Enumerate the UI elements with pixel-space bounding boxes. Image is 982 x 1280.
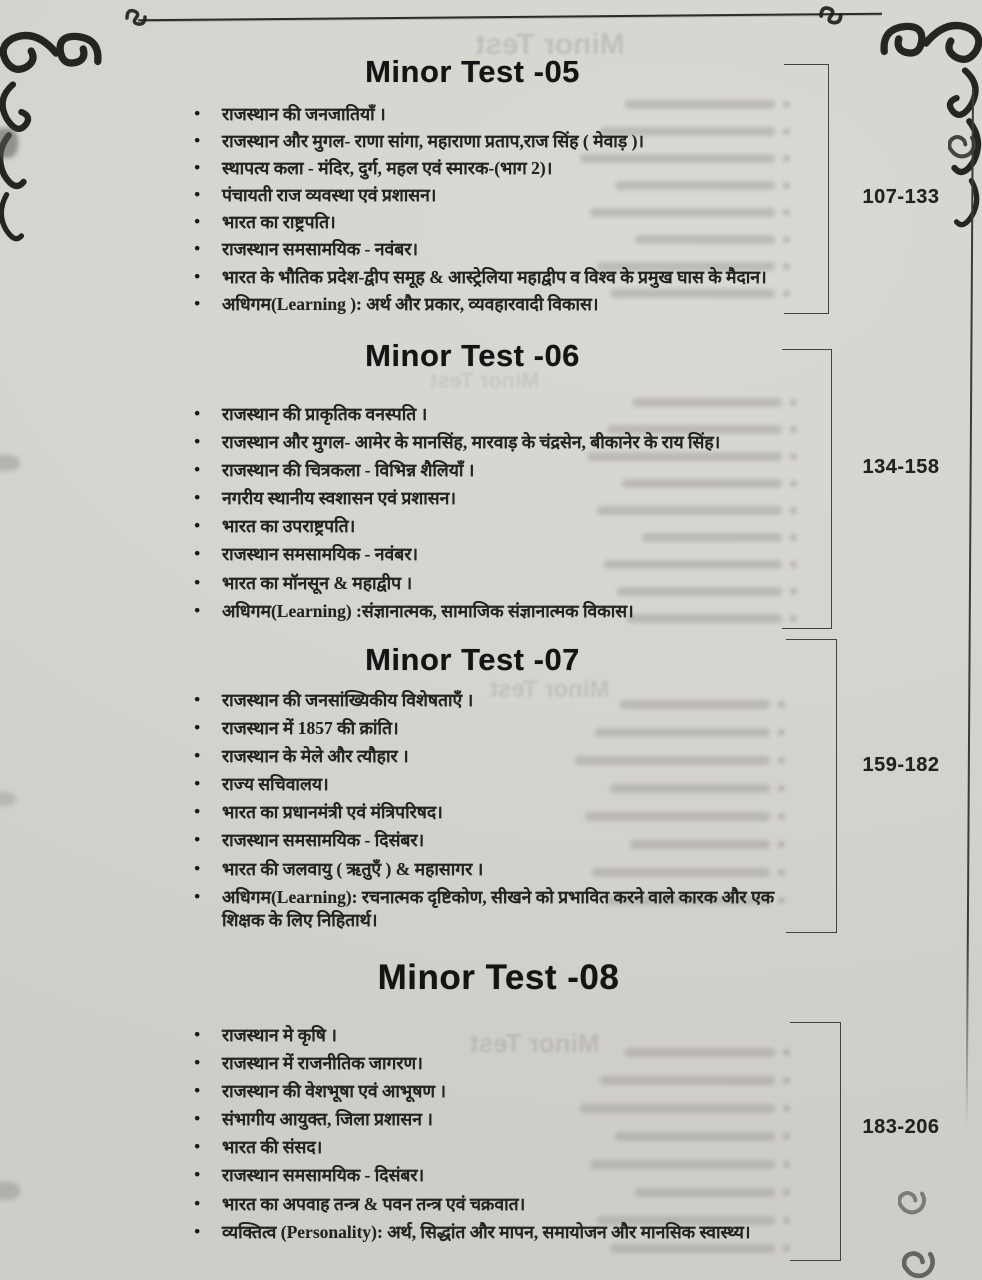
bullet-icon: ● <box>194 1085 201 1097</box>
topic-item <box>192 801 795 824</box>
topic-item <box>192 1164 795 1187</box>
bullet-icon: ● <box>194 576 201 588</box>
top-border-rule <box>138 13 882 21</box>
bullet-icon: ● <box>194 834 201 846</box>
topic-text: नगरीय स्थानीय स्वशासन एवं प्रशासन। <box>222 488 456 509</box>
bullet-icon: ● <box>194 806 201 818</box>
section-bracket <box>782 349 832 629</box>
corner-flourish-icon <box>878 16 982 64</box>
topic-item <box>192 293 795 316</box>
edge-mark <box>0 455 20 471</box>
edge-mark <box>0 1182 20 1200</box>
topic-text: भारत का उपराष्ट्रपति। <box>222 516 356 537</box>
topic-item <box>192 266 795 289</box>
topic-text: राजस्थान की वेशभूषा एवं आभूषण । <box>222 1081 446 1102</box>
topic-item <box>192 773 795 796</box>
test-section <box>150 958 795 1249</box>
bullet-icon: ● <box>194 216 201 228</box>
topic-text: व्यक्तित्व (Personality): अर्थ, सिद्धांत और मापन, समायोजन और मानसिक स्वास्थ्य। <box>222 1221 751 1242</box>
border-scroll-icon <box>902 1248 940 1280</box>
topic-item <box>192 745 795 768</box>
bullet-icon: ● <box>194 694 201 705</box>
bleed-through-heading: Minor Test <box>475 28 625 61</box>
topic-item <box>192 572 795 595</box>
topic-text: राजस्थान समसामयिक - दिसंबर। <box>222 1165 425 1186</box>
section-title: Minor Test -08 <box>377 958 620 997</box>
topic-item <box>192 459 795 482</box>
topic-item <box>192 238 795 261</box>
topic-text: अधिगम(Learning ): अर्थ और प्रकार, व्यवहारवादी विकास। <box>222 293 599 314</box>
bullet-icon: ● <box>194 750 201 762</box>
topic-text: राज्य सचिवालय। <box>222 774 329 795</box>
bleed-through-heading: Minor Test <box>430 368 540 393</box>
topic-item <box>192 1221 795 1244</box>
bullet-icon: ● <box>194 189 201 201</box>
topic-list <box>150 403 795 623</box>
topic-text: राजस्थान समसामयिक - नवंबर। <box>222 239 418 260</box>
rule-end-ornament-icon <box>124 6 150 30</box>
corner-flourish-icon <box>0 26 104 74</box>
topic-item <box>192 858 795 881</box>
topic-list <box>150 1024 795 1244</box>
topic-item <box>192 543 795 566</box>
topic-text: अधिगम(Learning): रचनात्मक दृष्टिकोण, सीखने को प्रभावित करने वाले कारक और एक शिक्षक के लिए निहितार्थ। <box>222 886 775 930</box>
topic-item <box>192 211 795 234</box>
bullet-icon: ● <box>194 492 201 504</box>
topic-item <box>192 130 795 153</box>
bullet-icon: ● <box>194 862 201 874</box>
topic-text: राजस्थान की चित्रकला - विभिन्न शैलियाँ । <box>222 460 475 481</box>
bullet-icon: ● <box>194 162 201 174</box>
topic-item <box>192 600 795 623</box>
bullet-icon: ● <box>194 408 201 419</box>
bleed-through-heading: Minor Test <box>470 1028 600 1058</box>
topic-text: राजस्थान में राजनीतिक जागरण। <box>222 1053 423 1074</box>
page-range-label: 183-206 <box>862 1116 940 1138</box>
topic-item <box>192 103 795 126</box>
rule-end-ornament-icon <box>818 3 846 29</box>
bullet-icon: ● <box>194 297 201 309</box>
topic-item <box>192 717 795 740</box>
bullet-icon: ● <box>194 890 201 902</box>
page-range-label: 134-158 <box>862 456 940 478</box>
page-range-label: 159-182 <box>862 754 940 776</box>
bullet-icon: ● <box>194 722 201 734</box>
bullet-icon: ● <box>194 1225 201 1237</box>
topic-text: राजस्थान की जनजातियाँ । <box>222 104 386 124</box>
bullet-icon: ● <box>194 520 201 532</box>
topic-text: राजस्थान के मेले और त्यौहार । <box>222 746 409 767</box>
corner-flourish-tail-icon <box>0 80 32 250</box>
topic-text: स्थापत्य कला - मंदिर, दुर्ग, महल एवं स्मारक-(भाग 2)। <box>222 158 553 179</box>
section-title: Minor Test -07 <box>365 642 580 677</box>
border-scroll-icon <box>948 132 980 162</box>
topic-item <box>192 1080 795 1103</box>
page-range-label: 107-133 <box>862 186 940 208</box>
bullet-icon: ● <box>194 1113 201 1125</box>
bullet-icon: ● <box>194 1057 201 1069</box>
test-section <box>150 338 795 628</box>
topic-item <box>192 689 795 712</box>
topic-text: राजस्थान और मुगल- राणा सांगा, महाराणा प्रताप,राज सिंह ( मेवाड़ )। <box>222 131 645 152</box>
topic-text: राजस्थान की प्राकृतिक वनस्पति । <box>222 404 428 424</box>
topic-item <box>192 1052 795 1075</box>
topic-text: राजस्थान और मुगल- आमेर के मानसिंह, मारवाड़ के चंद्रसेन, बीकानेर के राय सिंह। <box>222 432 721 453</box>
topic-text: राजस्थान में 1857 की क्रांति। <box>222 718 399 739</box>
topic-item <box>192 1108 795 1131</box>
topic-list <box>150 103 795 316</box>
bullet-icon: ● <box>194 243 201 255</box>
section-title: Minor Test -05 <box>365 54 580 89</box>
topic-item <box>192 403 795 426</box>
topic-item <box>192 1136 795 1159</box>
bullet-icon: ● <box>194 1141 201 1153</box>
section-title: Minor Test -06 <box>365 338 580 373</box>
topic-text: राजस्थान मे कृषि । <box>222 1025 337 1045</box>
topic-text: भारत का मॉनसून & महाद्वीप । <box>222 572 413 593</box>
topic-item <box>192 431 795 454</box>
topic-item <box>192 487 795 510</box>
topic-item <box>192 515 795 538</box>
topic-item <box>192 886 795 932</box>
bullet-icon: ● <box>194 464 201 476</box>
topic-item <box>192 1193 795 1216</box>
topic-item <box>192 829 795 852</box>
section-bracket <box>790 1022 841 1261</box>
bullet-icon: ● <box>194 135 201 147</box>
test-section <box>150 642 795 937</box>
topic-text: पंचायती राज व्यवस्था एवं प्रशासन। <box>222 185 437 206</box>
topic-text: राजस्थान समसामयिक - नवंबर। <box>222 544 418 565</box>
edge-mark <box>0 792 16 806</box>
test-section <box>150 54 795 320</box>
topic-list <box>150 689 795 932</box>
topic-text: भारत की संसद। <box>222 1137 323 1158</box>
section-bracket <box>786 639 837 933</box>
topic-item <box>192 157 795 180</box>
topic-text: राजस्थान समसामयिक - दिसंबर। <box>222 830 425 851</box>
bullet-icon: ● <box>194 548 201 560</box>
topic-text: संभागीय आयुक्त, जिला प्रशासन । <box>222 1109 433 1130</box>
bullet-icon: ● <box>194 270 201 282</box>
section-bracket <box>784 64 829 314</box>
bullet-icon: ● <box>194 1169 201 1181</box>
bullet-icon: ● <box>194 108 201 119</box>
topic-text: राजस्थान की जनसांख्यिकीय विशेषताएँ । <box>222 690 474 710</box>
topic-item <box>192 184 795 207</box>
right-border-rule <box>966 88 974 1128</box>
topic-text: भारत का अपवाह तन्त्र & पवन तन्त्र एवं चक्रवात। <box>222 1193 526 1214</box>
topic-text: अधिगम(Learning) :संज्ञानात्मक, सामाजिक संज्ञानात्मक विकास। <box>222 600 634 621</box>
bullet-icon: ● <box>194 1029 201 1040</box>
topic-item <box>192 1024 795 1047</box>
bullet-icon: ● <box>194 436 201 448</box>
bullet-icon: ● <box>194 604 201 616</box>
topic-text: भारत का राष्ट्रपति। <box>222 212 336 233</box>
border-scroll-icon <box>898 1188 930 1218</box>
bleed-through-heading: Minor Test <box>490 676 610 703</box>
edge-mark <box>0 128 18 158</box>
topic-text: भारत का प्रधानमंत्री एवं मंत्रिपरिषद। <box>222 802 443 823</box>
bullet-icon: ● <box>194 778 201 790</box>
topic-text: भारत की जलवायु ( ऋतुएँ ) & महासागर । <box>222 858 484 879</box>
bullet-icon: ● <box>194 1197 201 1209</box>
topic-text: भारत के भौतिक प्रदेश-द्वीप समूह & आस्ट्रेलिया महाद्वीप व विश्व के प्रमुख घास के मैदान। <box>222 266 767 287</box>
